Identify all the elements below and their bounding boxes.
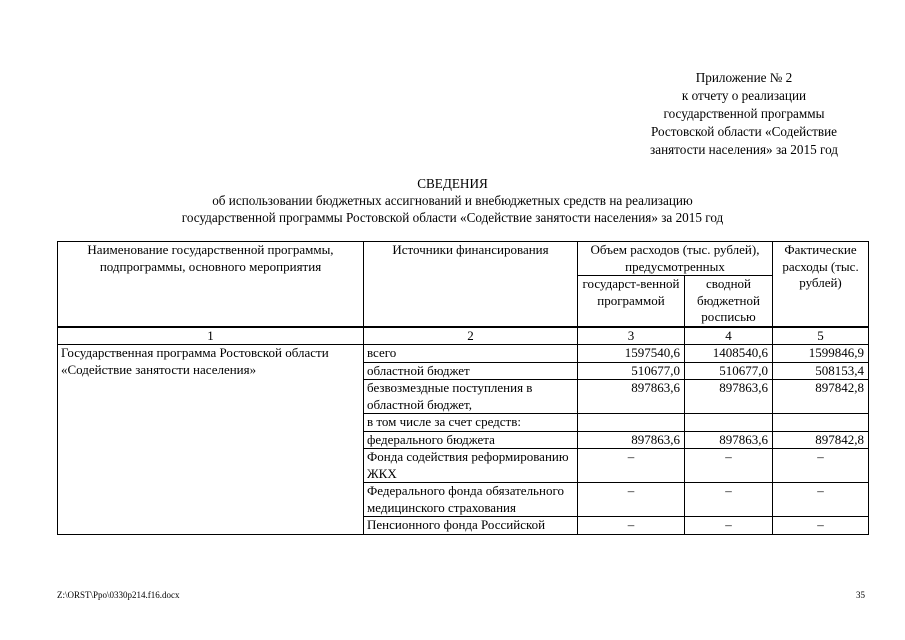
- fact-cell: [773, 414, 869, 432]
- source-cell: в том числе за счет средств:: [364, 414, 578, 432]
- header-volume: Объем расходов (тыс. рублей), предусмотренных: [578, 242, 773, 276]
- colnum-cell: 3: [578, 327, 685, 345]
- document-title: СВЕДЕНИЯ: [417, 176, 488, 191]
- spending-table: [57, 241, 869, 535]
- sbr-cell: –: [685, 483, 773, 517]
- source-cell: всего: [364, 345, 578, 363]
- gp-cell: –: [578, 517, 685, 535]
- appendix-line: государственной программы: [663, 106, 825, 121]
- source-cell: федерального бюджета: [364, 431, 578, 449]
- appendix-line: Ростовской области «Содействие: [650, 124, 837, 139]
- header-name: Наименование государственной программы, подпрограммы, основного мероприятия: [58, 242, 364, 327]
- source-cell: Федерального фонда обязательного медицинского страхования: [364, 483, 578, 517]
- fact-cell: 1599846,9: [773, 345, 869, 363]
- sbr-cell: –: [685, 449, 773, 483]
- document-heading: [0, 175, 905, 226]
- header-gov-program: государст-венной программой: [578, 276, 685, 327]
- gp-cell: 510677,0: [578, 362, 685, 380]
- column-number-row: [58, 327, 869, 345]
- source-cell: Пенсионного фонда Российской: [364, 517, 578, 535]
- fact-cell: –: [773, 483, 869, 517]
- page-number: 35: [856, 590, 865, 600]
- colnum-cell: 4: [685, 327, 773, 345]
- header-sources: Источники финансирования: [364, 242, 578, 327]
- sbr-cell: 1408540,6: [685, 345, 773, 363]
- heading-line: государственной программы Ростовской области «Содействие занятости населения» за 2015 год: [181, 210, 724, 225]
- fact-cell: 508153,4: [773, 362, 869, 380]
- colnum-cell: 5: [773, 327, 869, 345]
- source-cell: областной бюджет: [364, 362, 578, 380]
- appendix-line: занятости населения» за 2015 год: [650, 142, 838, 157]
- gp-cell: –: [578, 449, 685, 483]
- sbr-cell: [685, 414, 773, 432]
- fact-cell: –: [773, 517, 869, 535]
- sbr-cell: 897863,6: [685, 431, 773, 449]
- appendix-line: Приложение № 2: [695, 70, 793, 85]
- footer-file-path: Z:\ORST\Ppo\0330p214.f16.docx: [57, 590, 180, 600]
- gp-cell: 897863,6: [578, 431, 685, 449]
- sbr-cell: 510677,0: [685, 362, 773, 380]
- appendix-block: [629, 69, 859, 159]
- colnum-cell: 1: [58, 327, 364, 345]
- sbr-cell: –: [685, 517, 773, 535]
- source-cell: безвозмездные поступления в областной бюджет,: [364, 380, 578, 414]
- gp-cell: –: [578, 483, 685, 517]
- appendix-line: к отчету о реализации: [681, 88, 807, 103]
- gp-cell: 1597540,6: [578, 345, 685, 363]
- source-cell: Фонда содействия реформированию ЖКХ: [364, 449, 578, 483]
- colnum-cell: 2: [364, 327, 578, 345]
- sbr-cell: 897863,6: [685, 380, 773, 414]
- fact-cell: 897842,8: [773, 380, 869, 414]
- gp-cell: [578, 414, 685, 432]
- heading-line: об использовании бюджетных ассигнований и внебюджетных средств на реализацию: [212, 193, 693, 208]
- header-consolidated: сводной бюджетной росписью: [685, 276, 773, 327]
- table-row: [58, 345, 869, 363]
- fact-cell: –: [773, 449, 869, 483]
- program-name-cell: Государственная программа Ростовской области «Содействие занятости населения»: [58, 345, 364, 535]
- header-actual: Фактические расходы (тыс. рублей): [773, 242, 869, 327]
- gp-cell: 897863,6: [578, 380, 685, 414]
- fact-cell: 897842,8: [773, 431, 869, 449]
